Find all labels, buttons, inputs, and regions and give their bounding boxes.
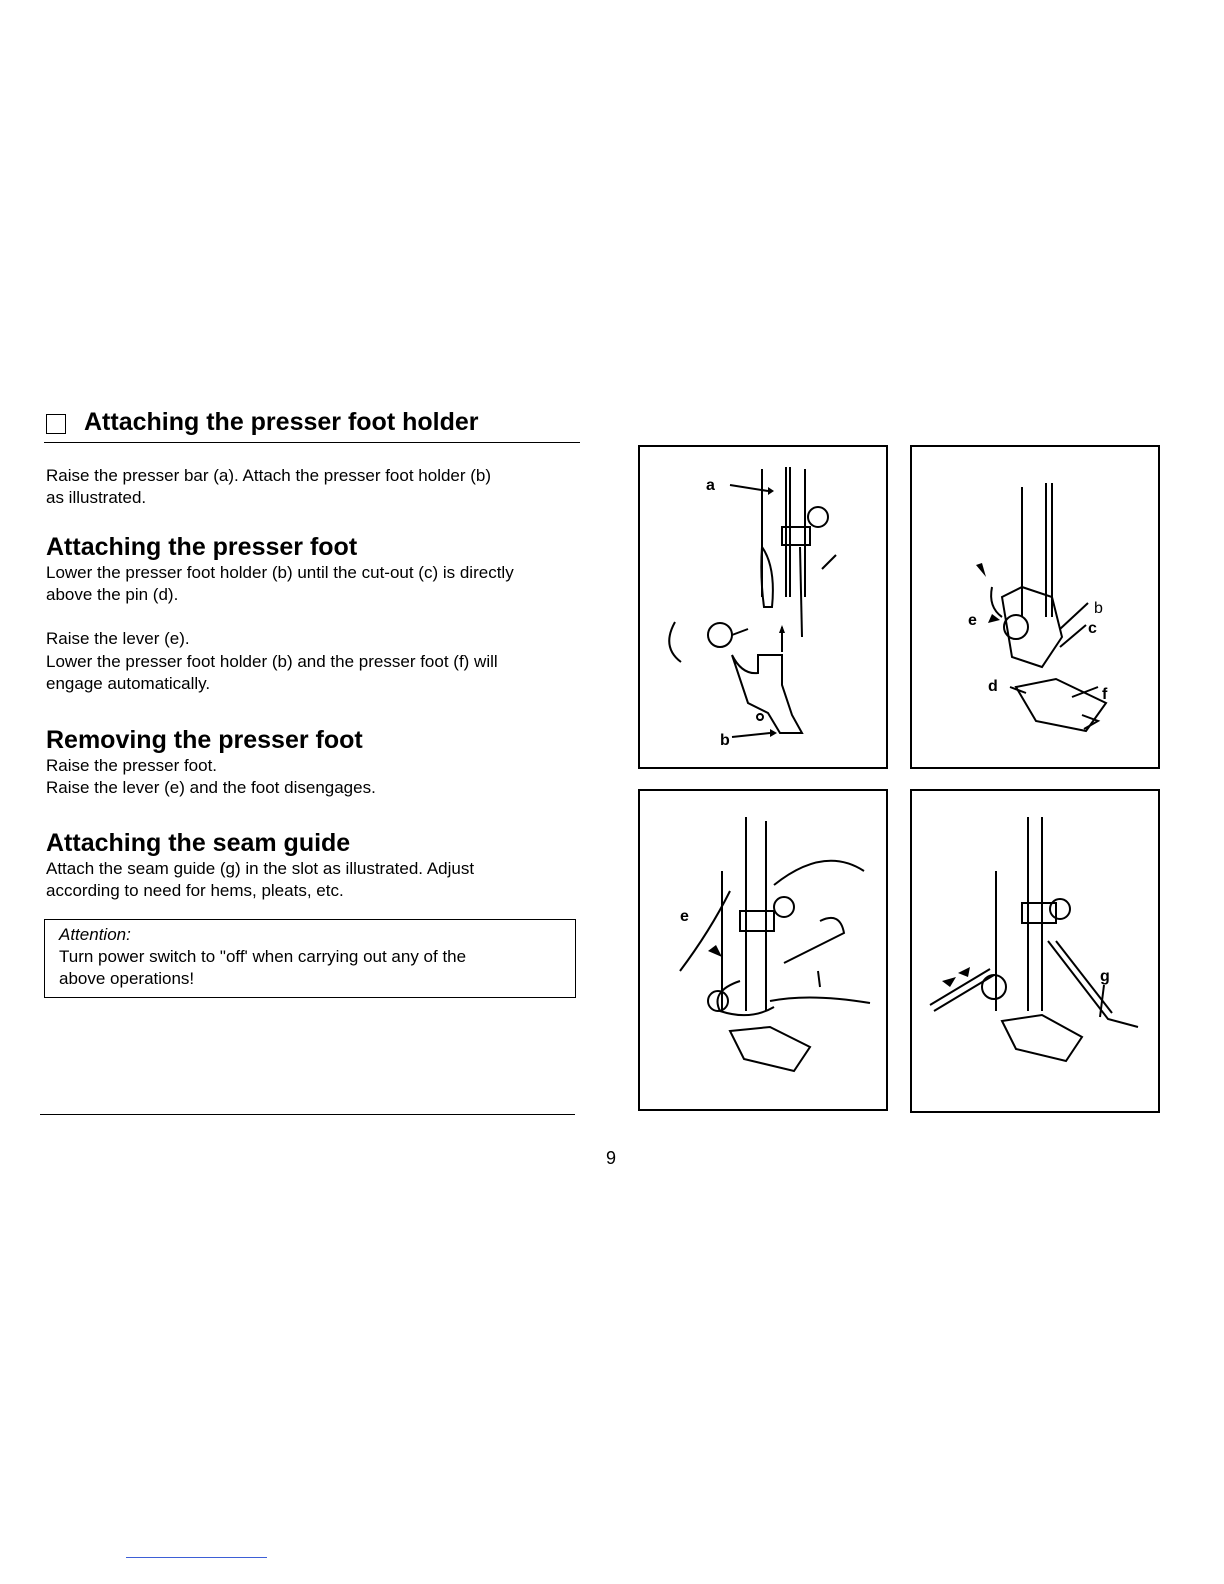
heading-holder-title: Attaching the presser foot holder <box>84 408 479 436</box>
section-heading-holder <box>44 406 580 443</box>
label-b: b <box>720 732 730 749</box>
seam-guide-text-1: Attach the seam guide (g) in the slot as illustrated. Adjust <box>46 859 475 878</box>
attention-box <box>44 919 576 998</box>
label-d: d <box>988 678 998 695</box>
label-a: a <box>706 477 715 494</box>
attention-text-2: above operations! <box>59 969 195 988</box>
heading-removing-foot: Removing the presser foot <box>46 726 363 754</box>
holder-text-2: as illustrated. <box>46 488 147 507</box>
seam-guide-illustration <box>912 791 1158 1111</box>
label-c: c <box>1088 620 1097 637</box>
figure-presser-bar <box>638 445 888 769</box>
holder-text-1: Raise the presser bar (a). Attach the presser foot holder (b) <box>46 466 492 485</box>
figure-lever <box>638 789 888 1111</box>
removing-text-2: Raise the lever (e) and the foot disengages. <box>46 778 376 797</box>
attention-text-1: Turn power switch to "off' when carrying out any of the <box>59 947 467 966</box>
seam-guide-text-2: according to need for hems, pleats, etc. <box>46 881 344 900</box>
page-number: 9 <box>605 1148 616 1168</box>
label-g: g <box>1100 968 1110 985</box>
foot-text-2: above the pin (d). <box>46 585 179 604</box>
presser-bar-illustration <box>640 447 886 767</box>
figure-seam-guide <box>910 789 1160 1113</box>
lever-illustration <box>640 791 886 1109</box>
label-e: e <box>968 612 977 629</box>
label-b: b <box>1094 600 1103 617</box>
checkbox-icon <box>46 414 66 434</box>
heading-seam-guide: Attaching the seam guide <box>46 829 351 857</box>
attention-title: Attention: <box>59 925 131 944</box>
foot-text-5: engage automatically. <box>46 674 211 693</box>
label-f: f <box>1102 686 1108 703</box>
label-e: e <box>680 908 689 925</box>
foot-text-1: Lower the presser foot holder (b) until the cut-out (c) is directly <box>46 563 514 582</box>
bottom-rule <box>40 1114 575 1115</box>
foot-text-4: Lower the presser foot holder (b) and the presser foot (f) will <box>46 652 498 671</box>
figure-presser-foot <box>910 445 1160 769</box>
heading-attaching-foot: Attaching the presser foot <box>46 533 358 561</box>
presser-foot-illustration <box>912 447 1158 767</box>
footer-link-line <box>126 1557 267 1558</box>
removing-text-1: Raise the presser foot. <box>46 756 218 775</box>
foot-text-3: Raise the lever (e). <box>46 629 190 648</box>
